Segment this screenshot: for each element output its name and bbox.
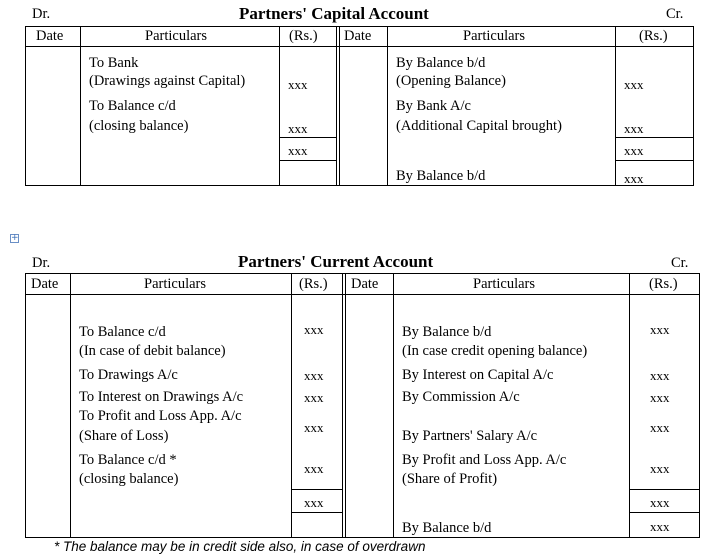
footnote: * The balance may be in credit side also, in case of overdrawn bbox=[54, 539, 426, 554]
current-credit-entry-line2: (Share of Profit) bbox=[402, 471, 498, 487]
current-debit-amount: xxx bbox=[304, 390, 324, 405]
capital-title: Partners' Capital Account bbox=[239, 4, 429, 23]
current-particulars-header-cr: Particulars bbox=[473, 276, 536, 292]
current-credit-amount: xxx bbox=[650, 461, 670, 476]
current-credit-entry-line1: By Partners' Salary A/c bbox=[402, 428, 538, 444]
current-credit-amount: xxx bbox=[650, 390, 670, 405]
current-debit-amount: xxx bbox=[304, 322, 324, 337]
capital-debit-entry-line2: (closing balance) bbox=[89, 118, 189, 134]
capital-particulars-header-cr: Particulars bbox=[463, 28, 526, 44]
current-dr-label: Dr. bbox=[32, 255, 51, 271]
current-debit-entry-line1: To Interest on Drawings A/c bbox=[79, 389, 244, 405]
current-debit-total: xxx bbox=[304, 495, 324, 510]
capital-credit-closing-label: By Balance b/d bbox=[396, 168, 486, 184]
current-debit-entry-line1: To Balance c/d * bbox=[79, 452, 177, 468]
current-rs-header-cr: (Rs.) bbox=[649, 276, 678, 292]
capital-debit-entry-line1: To Bank bbox=[89, 55, 139, 71]
current-credit-amount: xxx bbox=[650, 322, 670, 337]
capital-debit-entry-line1: To Balance c/d bbox=[89, 98, 176, 114]
current-date-header-cr: Date bbox=[351, 276, 379, 292]
current-debit-entry-line1: To Drawings A/c bbox=[79, 367, 178, 383]
current-credit-total: xxx bbox=[650, 495, 670, 510]
current-particulars-header-dr: Particulars bbox=[144, 276, 207, 292]
capital-credit-closing-amount: xxx bbox=[624, 171, 644, 186]
capital-credit-entry-line2: (Opening Balance) bbox=[396, 73, 506, 89]
plus-box-icon[interactable]: + bbox=[11, 233, 19, 243]
current-credit-closing-amount: xxx bbox=[650, 519, 670, 534]
capital-credit-entry-line1: By Balance b/d bbox=[396, 55, 486, 71]
capital-rs-header-dr: (Rs.) bbox=[289, 28, 318, 44]
capital-rs-header-cr: (Rs.) bbox=[639, 28, 668, 44]
current-credit-amount: xxx bbox=[650, 420, 670, 435]
current-credit-entry-line1: By Balance b/d bbox=[402, 324, 492, 340]
current-debit-entry-line2: (closing balance) bbox=[79, 471, 179, 487]
capital-credit-entry-line1: By Bank A/c bbox=[396, 98, 471, 114]
capital-credit-amount: xxx bbox=[624, 121, 644, 136]
capital-credit-amount: xxx bbox=[624, 77, 644, 92]
current-debit-entry-line2: (In case of debit balance) bbox=[79, 343, 226, 359]
current-header-rule bbox=[25, 294, 700, 295]
capital-dr-label: Dr. bbox=[32, 6, 51, 22]
current-debit-entry-line1: To Balance c/d bbox=[79, 324, 166, 340]
capital-debit-amount: xxx bbox=[288, 77, 308, 92]
current-debit-amount: xxx bbox=[304, 420, 324, 435]
current-debit-entry-line1: To Profit and Loss App. A/c bbox=[79, 408, 242, 424]
capital-credit-total: xxx bbox=[624, 143, 644, 158]
current-credit-closing-label: By Balance b/d bbox=[402, 520, 492, 536]
capital-cr-label: Cr. bbox=[666, 6, 684, 22]
current-credit-entry-line2: (In case credit opening balance) bbox=[402, 343, 588, 359]
current-title: Partners' Current Account bbox=[238, 252, 434, 271]
current-debit-entry-line2: (Share of Loss) bbox=[79, 428, 169, 444]
current-rs-header-dr: (Rs.) bbox=[299, 276, 328, 292]
capital-particulars-header-dr: Particulars bbox=[145, 28, 208, 44]
current-cr-label: Cr. bbox=[671, 255, 689, 271]
current-date-header-dr: Date bbox=[31, 276, 59, 292]
capital-debit-amount: xxx bbox=[288, 121, 308, 136]
current-credit-entry-line1: By Commission A/c bbox=[402, 389, 520, 405]
capital-date-header-cr: Date bbox=[344, 28, 372, 44]
capital-date-header-dr: Date bbox=[36, 28, 64, 44]
current-credit-amount: xxx bbox=[650, 368, 670, 383]
capital-debit-entry-line2: (Drawings against Capital) bbox=[89, 73, 246, 89]
current-debit-amount: xxx bbox=[304, 461, 324, 476]
current-credit-entry-line1: By Interest on Capital A/c bbox=[402, 367, 554, 383]
current-credit-entry-line1: By Profit and Loss App. A/c bbox=[402, 452, 567, 468]
capital-debit-total: xxx bbox=[288, 143, 308, 158]
capital-header-rule bbox=[25, 46, 694, 47]
capital-credit-entry-line2: (Additional Capital brought) bbox=[396, 118, 562, 134]
current-debit-amount: xxx bbox=[304, 368, 324, 383]
